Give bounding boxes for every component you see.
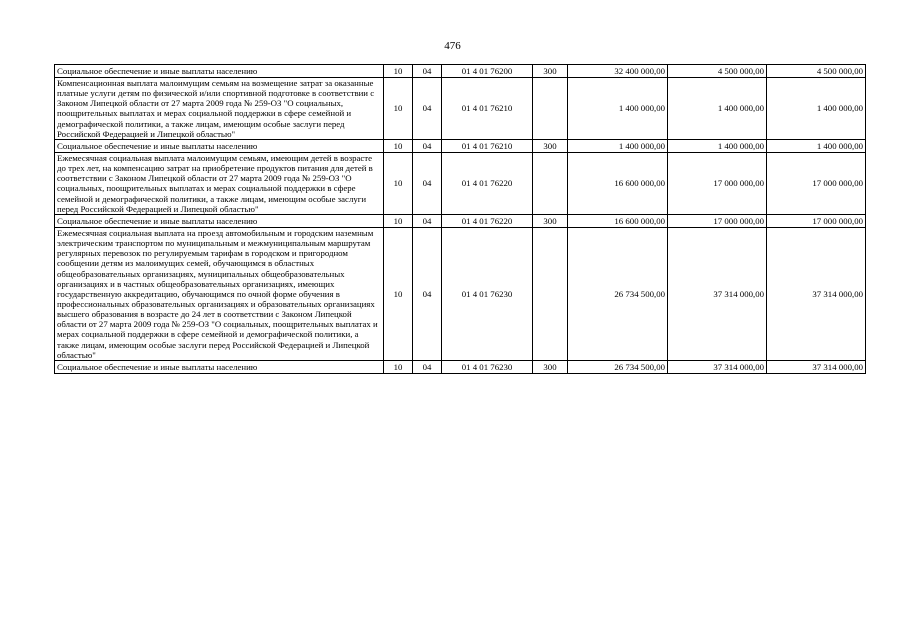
row-target-code: 01 4 01 76230 [442,360,533,373]
row-amount-year-2: 37 314 000,00 [668,360,767,373]
row-amount-year-1: 1 400 000,00 [568,78,668,140]
table-row [55,78,866,140]
row-expense-type [533,227,568,360]
row-amount-year-3: 37 314 000,00 [767,227,866,360]
row-amount-year-3: 1 400 000,00 [767,139,866,152]
row-amount-year-3: 4 500 000,00 [767,65,866,78]
row-target-code: 01 4 01 76210 [442,78,533,140]
row-name: Социальное обеспечение и иные выплаты населению [55,214,384,227]
table-row [55,360,866,373]
row-amount-year-3: 17 000 000,00 [767,152,866,214]
row-subsection: 04 [413,360,442,373]
row-amount-year-3: 37 314 000,00 [767,360,866,373]
row-subsection: 04 [413,214,442,227]
table-row [55,65,866,78]
row-expense-type [533,152,568,214]
row-expense-type: 300 [533,360,568,373]
row-amount-year-3: 17 000 000,00 [767,214,866,227]
table-row [55,214,866,227]
row-name: Социальное обеспечение и иные выплаты населению [55,360,384,373]
row-section: 10 [384,227,413,360]
row-amount-year-2: 1 400 000,00 [668,78,767,140]
row-expense-type: 300 [533,214,568,227]
row-target-code: 01 4 01 76210 [442,139,533,152]
row-expense-type: 300 [533,65,568,78]
row-subsection: 04 [413,227,442,360]
row-expense-type: 300 [533,139,568,152]
row-subsection: 04 [413,78,442,140]
page-number: 476 [444,40,461,52]
row-amount-year-2: 17 000 000,00 [668,152,767,214]
row-target-code: 01 4 01 76230 [442,227,533,360]
row-amount-year-3: 1 400 000,00 [767,78,866,140]
row-target-code: 01 4 01 76220 [442,214,533,227]
row-amount-year-1: 1 400 000,00 [568,139,668,152]
row-subsection: 04 [413,139,442,152]
row-amount-year-2: 4 500 000,00 [668,65,767,78]
table-row [55,227,866,360]
row-name: Ежемесячная социальная выплата малоимущим семьям, имеющим детей в возрасте до трех лет, на компенсацию затрат на приобретение продуктов питания для детей в соответствии с Законом Липецкой области от 27 марта 2009 года № 259-ОЗ "О социальных, поощрительных выплатах и мерах социальной поддержки в сфере семейной и демографической политики, а также лицам, имеющим особые заслуги перед Российской Федерацией и Липецкой областью" [55,152,384,214]
row-target-code: 01 4 01 76200 [442,65,533,78]
row-expense-type [533,78,568,140]
row-amount-year-2: 1 400 000,00 [668,139,767,152]
row-amount-year-1: 16 600 000,00 [568,152,668,214]
row-name: Компенсационная выплата малоимущим семьям на возмещение затрат за оказанные платные услуги детям по физической и/или спортивной подготовке в соответствии с Законом Липецкой области от 27 марта 2009 года № 259-ОЗ "О социальных, поощрительных выплатах и мерах социальной поддержки в сфере семейной и демографической политики, а также лицам, имеющим особые заслуги перед Российской Федерацией и Липецкой областью" [55,78,384,140]
row-subsection: 04 [413,65,442,78]
row-section: 10 [384,78,413,140]
row-section: 10 [384,139,413,152]
row-amount-year-2: 17 000 000,00 [668,214,767,227]
row-section: 10 [384,65,413,78]
row-name: Социальное обеспечение и иные выплаты населению [55,65,384,78]
row-amount-year-2: 37 314 000,00 [668,227,767,360]
row-name: Ежемесячная социальная выплата на проезд автомобильным и городским наземным электрическим транспортом по муниципальным и межмуниципальным маршрутам регулярных перевозок по регулируемым тарифам в городском и пригородном сообщении детям из малоимущих семей, обучающимся в областных общеобразовательных организациях, муниципальных общеобразовательных организациях и в частных общеобразовательных организациях, имеющих государственную аккредитацию, обучающимся по очной форме обучения в профессиональных образовательных организациях и образовательных организациях высшего образования в возрасте до 24 лет в соответствии с Законом Липецкой области от 27 марта 2009 года № 259-ОЗ "О социальных, поощрительных выплатах и мерах социальной поддержки в сфере семейной и демографической политики, а также лицам, имеющим особые заслуги перед Российской Федерацией и Липецкой областью" [55,227,384,360]
row-target-code: 01 4 01 76220 [442,152,533,214]
row-amount-year-1: 16 600 000,00 [568,214,668,227]
table-row [55,139,866,152]
row-section: 10 [384,152,413,214]
row-section: 10 [384,214,413,227]
row-amount-year-1: 26 734 500,00 [568,227,668,360]
budget-table [54,64,866,374]
row-amount-year-1: 32 400 000,00 [568,65,668,78]
row-subsection: 04 [413,152,442,214]
table-row [55,152,866,214]
row-name: Социальное обеспечение и иные выплаты населению [55,139,384,152]
row-section: 10 [384,360,413,373]
row-amount-year-1: 26 734 500,00 [568,360,668,373]
